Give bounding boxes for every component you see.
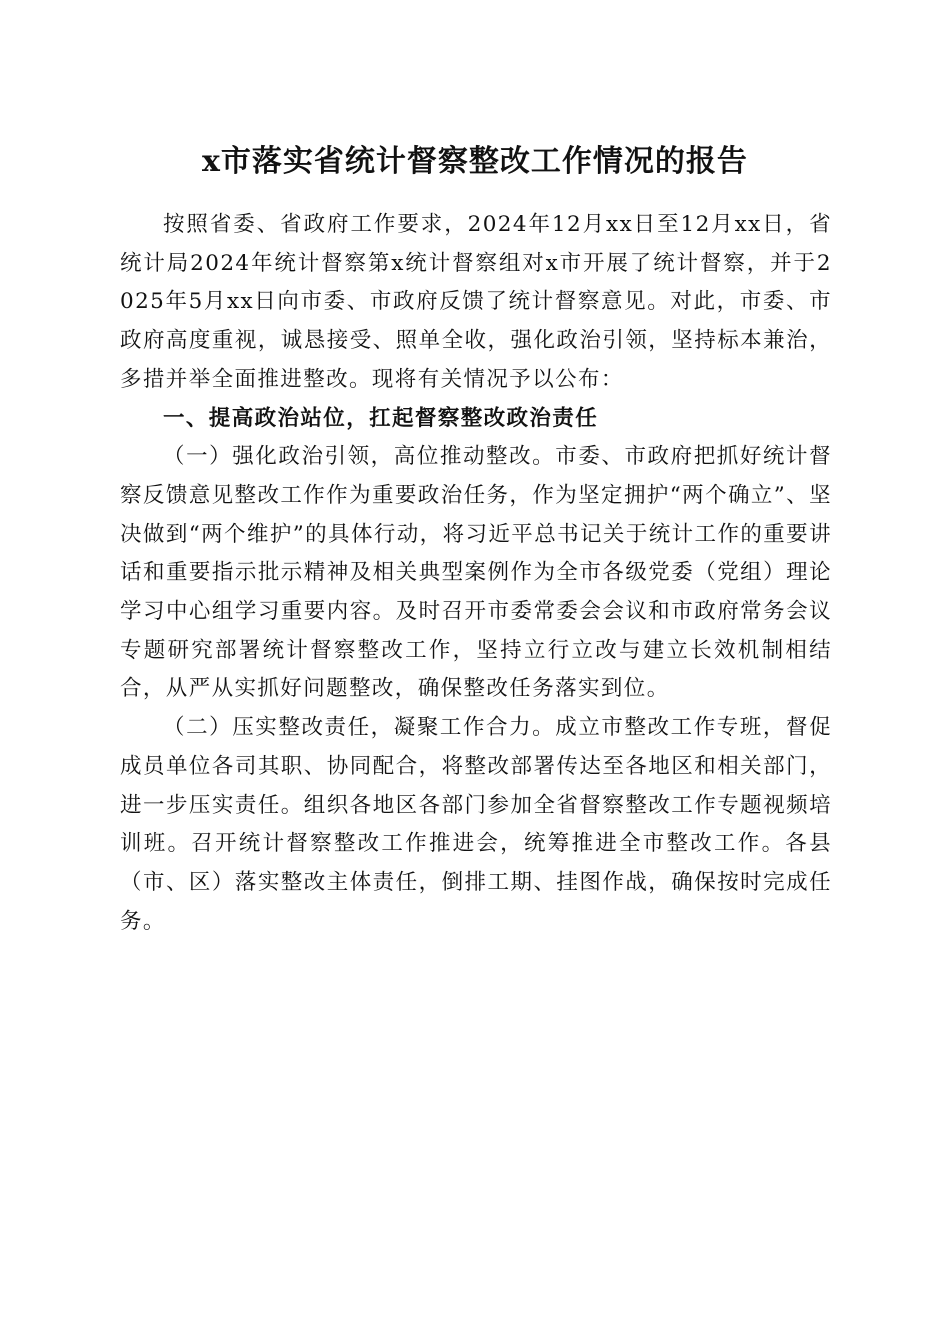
intro-paragraph: 按照省委、省政府工作要求，2024年12月xx日至12月xx日，省统计局2024年统计督察第x统计督察组对x市开展了统计督察，并于2025年5月xx日向市委、市政府反馈了统计督察意见。对此，市委、市政府高度重视，诚恳接受、照单全收，强化政治引领，坚持标本兼治，多措并举全面推进整改。现将有关情况予以公布：	[120, 212, 832, 392]
item-body-1: 市委、市政府把抓好统计督察反馈意见整改工作作为重要政治任务，作为坚定拥护“两个确立”、坚决做到“两个维护”的具体行动，将习近平总书记关于统计工作的重要讲话和重要指示批示精神及相关典型案例作为全市各级党委（党组）理论学习中心组学习重要内容。及时召开市委常委会会议和市政府常务会议专题研究部署统计督察整改工作，坚持立行立改与建立长效机制相结合，从严从实抓好问题整改，确保整改任务落实到位。	[120, 444, 832, 702]
page-title: x市落实省统计督察整改工作情况的报告	[202, 144, 748, 179]
item-lead-1: （一）强化政治引领，高位推动整改。	[163, 444, 556, 470]
item-paragraph-1	[120, 438, 832, 709]
section-heading: 一、提高政治站位，扛起督察整改政治责任	[163, 405, 599, 431]
item-body-2: 成立市整改工作专班，督促成员单位各司其职、协同配合，将整改部署传达至各地区和相关部门，进一步压实责任。组织各地区各部门参加全省督察整改工作专题视频培训班。召开统计督察整改工作推进会，统筹推进全市整改工作。各县（市、区）落实整改主体责任，倒排工期、挂图作战，确保按时完成任务。	[120, 715, 832, 934]
item-paragraph-2	[120, 709, 832, 941]
item-lead-2: （二）压实整改责任，凝聚工作合力。	[163, 715, 556, 741]
document-body	[120, 206, 832, 941]
